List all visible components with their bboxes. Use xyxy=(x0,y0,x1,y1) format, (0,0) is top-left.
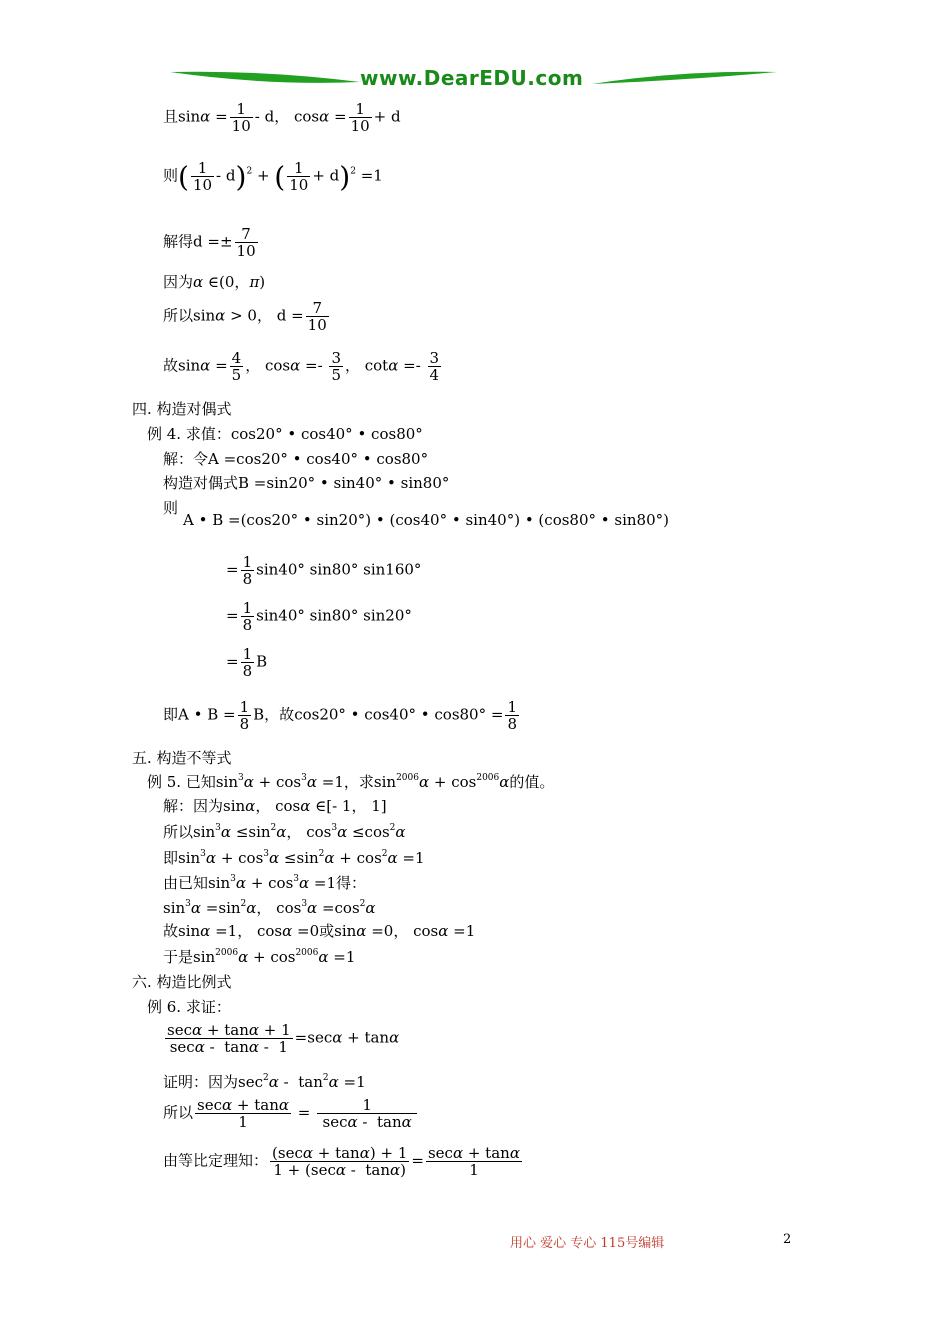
text-prefix: 所以 xyxy=(163,1103,194,1122)
text-prefix: 且 xyxy=(163,107,179,126)
text-prefix: 所以 xyxy=(163,306,194,325)
text-prefix: 由已知 xyxy=(163,874,209,892)
solution-5-cases: 故sinα =1， cosα =0或sinα =0， cosα =1 xyxy=(163,922,476,940)
text-prefix: 所以 xyxy=(163,823,194,841)
text-prefix: 则 xyxy=(163,166,179,185)
example-5: 例 5. 已知$\sin^3\alpha + \cos^3\alpha =1$，求$\sin^{2006}\alpha + \cos^{2006}\alpha$的值。 xyxy=(147,773,555,791)
text-prefix: 即 xyxy=(163,849,179,867)
solution-5-ineq: 所以$\sin^3\alpha \le\sin^2\alpha$， $\cos^3\alpha \le\cos^2\alpha$ xyxy=(163,823,406,841)
solution-label: 解：因为 xyxy=(163,797,224,815)
solution-5-equal: $\sin^3\alpha =\sin^2\alpha$， $\cos^3\alpha =\cos^2\alpha$ xyxy=(163,899,376,917)
then-label-4: 则 xyxy=(163,499,179,517)
solution-4-def-a: 解：令A =cos20° • cos40° • cos80° xyxy=(163,450,429,468)
section-heading-6: 六. 构造比例式 xyxy=(132,973,232,991)
example-4: 例 4. 求值：cos20° • cos40° • cos80° xyxy=(147,425,423,443)
page-number: 2 xyxy=(783,1232,792,1247)
solution-5-result: 于是$\sin^{2006}\alpha + \cos^{2006}\alpha =1$ xyxy=(163,948,356,966)
equation-sin-cos-def: 且sinα = $\frac{1}{10}$ - d， cosα = $\frac{1}{10}$ + d xyxy=(163,100,401,135)
text-tail: 得： xyxy=(336,874,367,892)
text-prefix: 故 xyxy=(163,356,179,375)
solution-5-range: 解：因为sinα， cosα ∈[- 1， 1] xyxy=(163,797,387,815)
equation-step-2: = $\frac{1}{8}$ sin40° sin80° sin20° xyxy=(226,599,412,634)
solution-5-sum: 即$\sin^3\alpha + \cos^3\alpha \le\sin^2\alpha + \cos^2\alpha =1$ xyxy=(163,849,425,867)
example-6: 例 6. 求证： xyxy=(147,998,231,1016)
text-prefix: 于是 xyxy=(163,948,194,966)
proof-6-ratio: 所以 $\frac{\sec\alpha + \tan\alpha}{1}$ = $\frac{1}{\sec\alpha - \tan\alpha}$ xyxy=(163,1097,419,1130)
equation-results: 故sinα = $\frac{4}{5}$ ， cosα =- $\frac{3}{5}$ ， cotα =- $\frac{3}{4}$ xyxy=(163,349,440,384)
text-or: 或 xyxy=(319,922,335,940)
text-prefix: 即 xyxy=(163,705,179,724)
section-heading-4: 四. 构造对偶式 xyxy=(132,400,232,418)
site-logo: www.DearEDU.com xyxy=(360,66,584,90)
equation-conclusion-4: 即A • B = $\frac{1}{8}$ B，故cos20° • cos40° • cos80° = $\frac{1}{8}$ xyxy=(163,698,517,733)
header-swoosh-right xyxy=(592,68,777,88)
equation-so-d: 所以sinα > 0， d = $\frac{7}{10}$ xyxy=(163,299,327,334)
equation-step-3: = $\frac{1}{8}$ B xyxy=(226,645,268,680)
equation-square-sum: 则( $\frac{1}{10}$ - d)$^2$ + ( $\frac{1}{10}$ + d)$^2$ =1 xyxy=(163,159,383,194)
section-heading-5: 五. 构造不等式 xyxy=(132,749,232,767)
text-prefix: 证明：因为 xyxy=(163,1073,239,1091)
text-mid: ，故 xyxy=(264,705,295,724)
solution-5-known: 由已知$\sin^3\alpha + \cos^3\alpha =1$得： xyxy=(163,874,367,892)
footer-editor-note: 用心 爱心 专心 115号编辑 xyxy=(510,1236,665,1251)
text-tail: 的值。 xyxy=(509,773,555,791)
example-label: 例 5. 已知 xyxy=(147,773,216,791)
equation-step-1: = $\frac{1}{8}$ sin40° sin80° sin160° xyxy=(226,553,422,588)
text-prefix: 故 xyxy=(163,922,179,940)
solution-4-def-b: 构造对偶式B =sin20° • sin40° • sin80° xyxy=(163,474,450,492)
proof-6-equal-ratio: 由等比定理知： $\frac{(\sec\alpha + \tan\alpha) + 1}{1 + (\sec\alpha - \tan\alpha)}$ = $\frac{\sec\alpha + \tan\alpha}{1}$ xyxy=(163,1144,520,1179)
header-swoosh-left xyxy=(170,66,360,88)
example-label: 例 4. 求值： xyxy=(147,425,231,443)
text-prefix: 由等比定理知： xyxy=(163,1151,269,1170)
text-mid: ，求 xyxy=(343,773,374,791)
construct-label: 构造对偶式 xyxy=(163,474,239,492)
equation-a-times-b: A • B =(cos20° • sin20°) • (cos40° • sin40°) • (cos80° • sin80°) xyxy=(183,511,669,529)
text-prefix: 解得 xyxy=(163,232,194,251)
proof-6-identity: 证明：因为$\sec^2\alpha - \tan^2\alpha =1$ xyxy=(163,1073,366,1091)
equation-to-prove: $\frac{\sec\alpha + \tan\alpha + 1}{\sec\alpha - \tan\alpha - 1}$ =secα + tanα xyxy=(167,1021,400,1056)
equation-solve-d: 解得d =± $\frac{7}{10}$ xyxy=(163,225,256,260)
solution-label: 解：令 xyxy=(163,450,209,468)
text-prefix: 因为 xyxy=(163,273,194,291)
equation-alpha-range: 因为α ∈(0，π) xyxy=(163,273,266,291)
